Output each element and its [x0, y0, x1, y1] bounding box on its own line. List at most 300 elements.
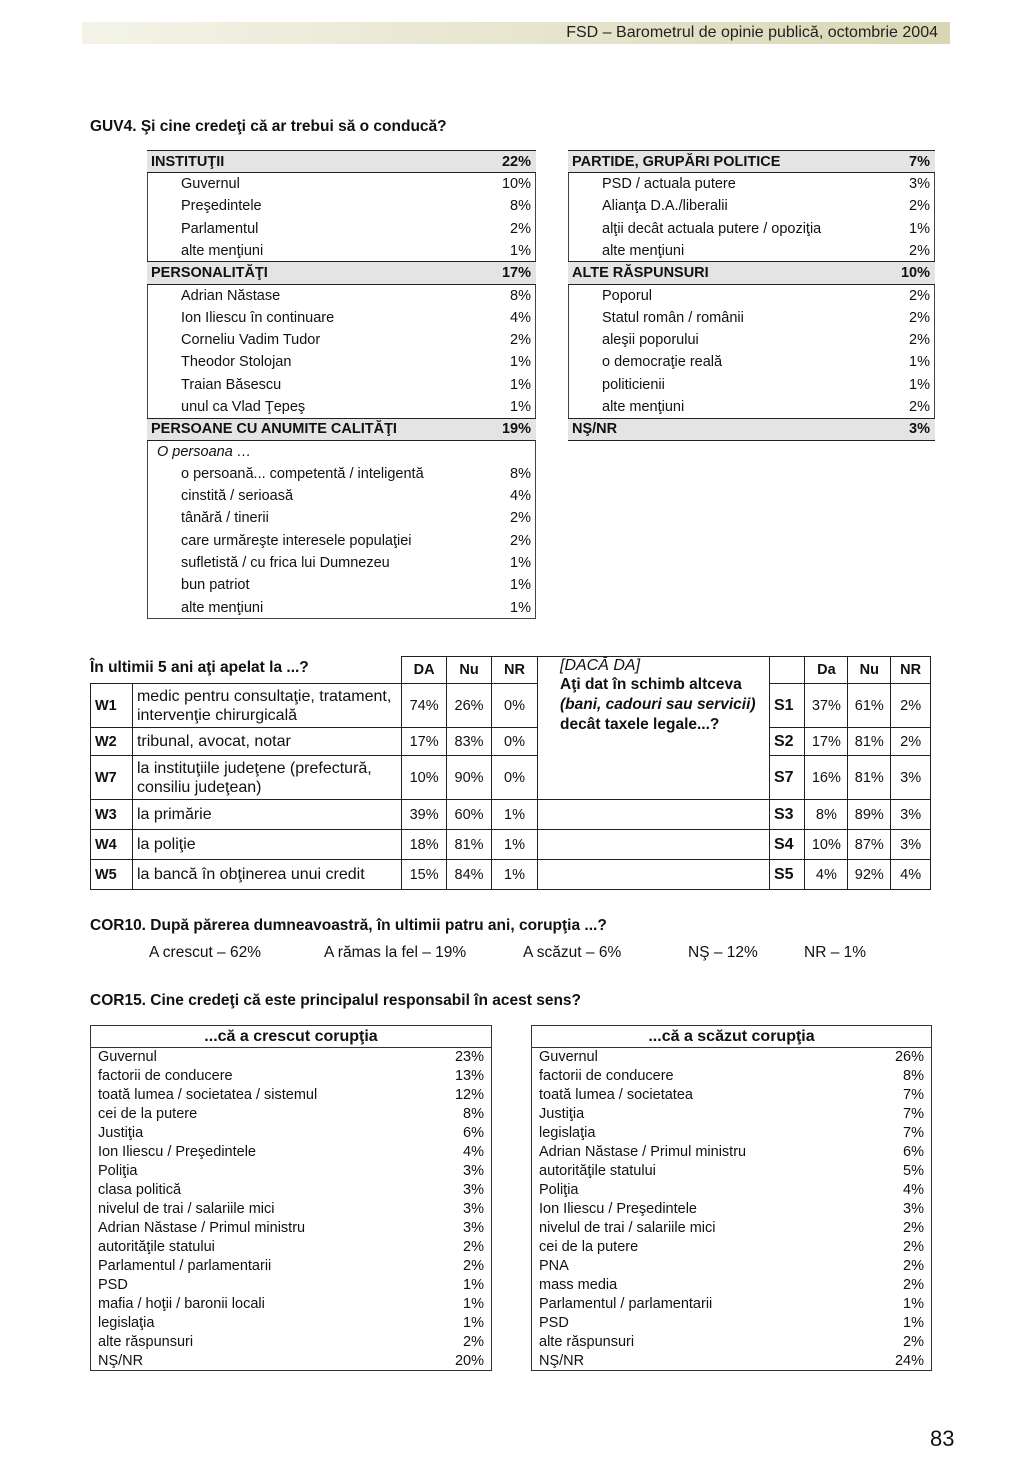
row-code: W1	[91, 684, 133, 728]
list-item	[532, 1238, 932, 1257]
item-label: NŞ/NR	[98, 1352, 144, 1369]
item-label: Justiţia	[98, 1125, 144, 1141]
item-row	[568, 284, 935, 306]
item-row	[147, 485, 536, 507]
s-question-part: decât taxele legale...?	[560, 716, 720, 733]
w-row	[91, 756, 538, 800]
row-label: politicienii	[602, 376, 665, 393]
row-label: tânără / tinerii	[181, 510, 269, 527]
row-label: O persoana …	[157, 443, 252, 460]
row-percent: 1%	[909, 354, 930, 371]
s-question-part: Aţi dat în schimb altceva	[560, 676, 742, 693]
empty-cell	[538, 830, 770, 860]
item-row	[147, 463, 536, 485]
row-label: medic pentru consultaţie, tratament, intervenţie chirurgicală	[132, 684, 401, 728]
page-number: 83	[930, 1426, 955, 1451]
item-percent: 4%	[463, 1144, 484, 1160]
value-da: 18%	[402, 830, 447, 860]
row-code: W5	[91, 860, 133, 890]
row-percent: 7%	[875, 151, 935, 173]
column-header: DA	[402, 657, 447, 684]
value-nu: 90%	[447, 756, 492, 800]
item-row	[568, 396, 935, 418]
item-label: NŞ/NR	[539, 1352, 585, 1369]
value-nu: 81%	[848, 756, 891, 800]
cor10-answer-4: NR – 1%	[804, 944, 867, 961]
value-da: 74%	[402, 684, 447, 728]
w-row	[91, 684, 538, 728]
header-title: FSD – Barometrul de opinie publică, octombrie 2004	[566, 24, 938, 41]
item-percent: 7%	[903, 1106, 924, 1122]
item-row	[147, 173, 536, 195]
row-percent: 1%	[510, 599, 531, 616]
cor15-right-title: ...că a scăzut corupţia	[532, 1026, 932, 1048]
row-percent: 1%	[510, 376, 531, 393]
s-question-text	[560, 675, 765, 735]
row-code: S7	[770, 756, 805, 800]
value-nr: 1%	[492, 860, 538, 890]
item-percent: 20%	[454, 1352, 484, 1369]
item-label: nivelul de trai / salariile mici	[98, 1201, 275, 1217]
value-nu: 84%	[447, 860, 492, 890]
item-percent: 8%	[903, 1068, 924, 1084]
value-da: 17%	[805, 728, 848, 756]
row-percent: 2%	[909, 287, 930, 304]
item-row	[147, 552, 536, 574]
item-label: autorităţile statului	[539, 1163, 656, 1179]
item-label: Parlamentul / parlamentarii	[98, 1258, 272, 1274]
list-item	[91, 1143, 492, 1162]
item-label: mass media	[539, 1277, 618, 1293]
item-label: Guvernul	[98, 1049, 157, 1066]
header-bar	[82, 22, 950, 44]
guv4-question: GUV4. Şi cine credeţi că ar trebui să o conducă?	[90, 118, 447, 135]
value-nr: 2%	[891, 684, 931, 728]
value-nu: 81%	[447, 830, 492, 860]
row-percent: 2%	[510, 532, 531, 549]
value-nr: 0%	[492, 684, 538, 728]
list-item	[532, 1276, 932, 1295]
row-code: S1	[770, 684, 805, 728]
w-table	[90, 656, 538, 890]
value-da: 15%	[402, 860, 447, 890]
row-code: W7	[91, 756, 133, 800]
row-code: S3	[770, 800, 805, 830]
row-percent: 1%	[510, 554, 531, 571]
cor15-left-title: ...că a crescut corupţia	[91, 1026, 492, 1048]
s-row	[538, 800, 931, 830]
item-label: nivelul de trai / salariile mici	[539, 1220, 716, 1236]
row-percent: 2%	[909, 332, 930, 349]
item-percent: 3%	[903, 1201, 924, 1217]
item-label: Justiţia	[539, 1106, 585, 1122]
item-label: Ion Iliescu / Preşedintele	[539, 1201, 697, 1217]
row-percent: 1%	[510, 354, 531, 371]
list-item	[532, 1067, 932, 1086]
w-row	[91, 860, 538, 890]
item-label: Adrian Năstase / Primul ministru	[539, 1144, 747, 1160]
value-nr: 0%	[492, 728, 538, 756]
item-label: factorii de conducere	[98, 1068, 233, 1084]
item-percent: 23%	[454, 1049, 484, 1066]
item-percent: 2%	[903, 1239, 924, 1255]
item-label: autorităţile statului	[98, 1239, 215, 1255]
w-question: În ultimii 5 ani aţi apelat la ...?	[90, 659, 309, 676]
list-item	[91, 1276, 492, 1295]
item-row	[568, 329, 935, 351]
item-row	[568, 173, 935, 195]
row-percent: 2%	[909, 309, 930, 326]
row-code: S4	[770, 830, 805, 860]
cor10-question: COR10. După părerea dumneavoastră, în ultimii patru ani, corupţia ...?	[90, 917, 607, 934]
s-row	[538, 860, 931, 890]
cor15-right-table	[531, 1025, 932, 1371]
cor10-answer-2: A scăzut – 6%	[523, 944, 622, 961]
item-label: toată lumea / societatea / sistemul	[98, 1087, 318, 1103]
item-row	[147, 284, 536, 306]
row-label: Guvernul	[181, 176, 240, 193]
w-row	[91, 728, 538, 756]
row-percent: 1%	[909, 376, 930, 393]
guv4-left-table	[147, 150, 536, 619]
row-label: care urmăreşte interesele populaţiei	[181, 532, 412, 549]
item-row	[147, 396, 536, 418]
item-row	[147, 373, 536, 395]
s-question	[538, 657, 770, 800]
item-label: mafia / hoţii / baronii locali	[98, 1296, 265, 1312]
category-row	[568, 418, 935, 440]
cor15-question: COR15. Cine credeţi că este principalul responsabil în acest sens?	[90, 992, 582, 1009]
w-row	[91, 800, 538, 830]
row-percent: 17%	[476, 262, 536, 284]
column-header: NR	[891, 657, 931, 684]
row-percent: 8%	[510, 287, 531, 304]
list-item	[532, 1181, 932, 1200]
item-row	[147, 329, 536, 351]
row-label: PARTIDE, GRUPĂRI POLITICE	[568, 151, 875, 173]
list-item	[91, 1086, 492, 1105]
value-nu: 26%	[447, 684, 492, 728]
item-label: toată lumea / societatea	[539, 1087, 693, 1103]
row-label: la poliţie	[132, 830, 401, 860]
row-label: Ion Iliescu în continuare	[181, 309, 335, 326]
row-label: alte menţiuni	[181, 242, 264, 259]
row-label: alte menţiuni	[602, 398, 685, 415]
list-item	[532, 1314, 932, 1333]
row-percent: 1%	[510, 577, 531, 594]
row-label: ALTE RĂSPUNSURI	[568, 262, 875, 284]
value-nu: 92%	[848, 860, 891, 890]
list-item	[532, 1124, 932, 1143]
item-label: PNA	[539, 1258, 569, 1274]
cor10-answer-0: A crescut – 62%	[149, 944, 262, 961]
empty-cell	[538, 800, 770, 830]
value-nr: 0%	[492, 756, 538, 800]
row-code: W2	[91, 728, 133, 756]
item-row	[568, 307, 935, 329]
row-label: Corneliu Vadim Tudor	[181, 332, 321, 349]
list-item	[532, 1257, 932, 1276]
list-item	[532, 1105, 932, 1124]
row-label: aleşii poporului	[602, 332, 699, 349]
item-label: Ion Iliescu / Preşedintele	[98, 1144, 256, 1160]
s-question-part: (bani, cadouri sau servicii)	[560, 696, 756, 713]
value-da: 10%	[402, 756, 447, 800]
row-percent: 2%	[510, 510, 531, 527]
item-percent: 5%	[903, 1163, 924, 1179]
item-percent: 1%	[903, 1296, 924, 1312]
w-row	[91, 830, 538, 860]
row-label: Traian Băsescu	[181, 376, 282, 393]
value-da: 8%	[805, 800, 848, 830]
row-label: Statul român / românii	[602, 309, 744, 326]
column-header: Nu	[447, 657, 492, 684]
item-percent: 2%	[903, 1258, 924, 1274]
value-da: 10%	[805, 830, 848, 860]
item-label: Poliţia	[98, 1163, 138, 1179]
row-code: W4	[91, 830, 133, 860]
row-label: PERSOANE CU ANUMITE CALITĂŢI	[147, 418, 476, 440]
list-item	[91, 1352, 492, 1371]
category-row	[568, 262, 935, 284]
list-item	[91, 1257, 492, 1276]
value-da: 4%	[805, 860, 848, 890]
row-percent: 10%	[501, 176, 531, 193]
value-nu: 81%	[848, 728, 891, 756]
item-row	[147, 440, 536, 462]
row-label: cinstită / serioasă	[181, 488, 294, 505]
cor15-left-table	[90, 1025, 492, 1371]
item-label: legislaţia	[539, 1125, 596, 1141]
s-condition: [DACĂ DA]	[560, 657, 641, 674]
item-percent: 3%	[463, 1163, 484, 1179]
item-label: PSD	[98, 1277, 128, 1293]
row-label: o persoană... competentă / inteligentă	[181, 465, 424, 482]
item-label: alte răspunsuri	[539, 1334, 635, 1350]
item-percent: 2%	[903, 1277, 924, 1293]
value-nu: 89%	[848, 800, 891, 830]
row-percent: 2%	[909, 198, 930, 215]
item-percent: 7%	[903, 1125, 924, 1141]
item-percent: 2%	[903, 1220, 924, 1236]
item-label: alte răspunsuri	[98, 1334, 194, 1350]
item-percent: 2%	[463, 1239, 484, 1255]
list-item	[91, 1124, 492, 1143]
value-nr: 3%	[891, 756, 931, 800]
list-item	[91, 1181, 492, 1200]
row-label: sufletistă / cu frica lui Dumnezeu	[181, 554, 390, 571]
item-percent: 1%	[463, 1296, 484, 1312]
list-item	[532, 1162, 932, 1181]
value-da: 17%	[402, 728, 447, 756]
list-item	[91, 1314, 492, 1333]
header-blank	[770, 657, 805, 684]
item-percent: 2%	[463, 1334, 484, 1350]
item-percent: 1%	[463, 1277, 484, 1293]
row-percent: 4%	[510, 488, 531, 505]
value-nu: 83%	[447, 728, 492, 756]
row-label: PSD / actuala putere	[602, 176, 736, 193]
category-row	[147, 151, 536, 173]
item-percent: 4%	[903, 1182, 924, 1198]
item-percent: 3%	[463, 1201, 484, 1217]
row-percent: 2%	[510, 332, 531, 349]
item-percent: 6%	[903, 1144, 924, 1160]
list-item	[532, 1086, 932, 1105]
row-code: S5	[770, 860, 805, 890]
value-da: 39%	[402, 800, 447, 830]
row-label: Adrian Năstase	[181, 287, 281, 304]
item-label: cei de la putere	[98, 1106, 198, 1122]
list-item	[532, 1200, 932, 1219]
item-percent: 7%	[903, 1087, 924, 1103]
item-label: legislaţia	[98, 1315, 155, 1331]
item-row	[147, 217, 536, 239]
column-header: Da	[805, 657, 848, 684]
list-item	[91, 1295, 492, 1314]
row-label: Poporul	[602, 287, 652, 304]
category-row	[147, 262, 536, 284]
value-nr: 1%	[492, 800, 538, 830]
item-percent: 13%	[454, 1068, 484, 1084]
item-label: factorii de conducere	[539, 1068, 674, 1084]
row-label: Alianţa D.A./liberalii	[602, 198, 728, 215]
value-nr: 4%	[891, 860, 931, 890]
list-item	[91, 1238, 492, 1257]
list-item	[532, 1048, 932, 1067]
row-percent: 2%	[510, 220, 531, 237]
item-percent: 12%	[454, 1087, 484, 1103]
empty-cell	[538, 860, 770, 890]
row-percent: 4%	[510, 309, 531, 326]
item-row	[147, 351, 536, 373]
row-label: alte menţiuni	[602, 242, 685, 259]
item-row	[147, 507, 536, 529]
item-row	[147, 307, 536, 329]
item-row	[147, 574, 536, 596]
row-label: Theodor Stolojan	[181, 354, 292, 371]
cor10-answer-1: A rămas la fel – 19%	[324, 944, 467, 961]
item-label: cei de la putere	[539, 1239, 639, 1255]
row-percent: 8%	[510, 198, 531, 215]
column-header: NR	[492, 657, 538, 684]
row-label: alte menţiuni	[181, 599, 264, 616]
value-nu: 60%	[447, 800, 492, 830]
list-item	[91, 1162, 492, 1181]
value-da: 16%	[805, 756, 848, 800]
item-label: Poliţia	[539, 1182, 579, 1198]
row-percent: 1%	[510, 398, 531, 415]
row-percent: 3%	[909, 176, 930, 193]
row-label: la instituţiile judeţene (prefectură, consiliu judeţean)	[132, 756, 401, 800]
item-row	[568, 195, 935, 217]
item-percent: 2%	[903, 1334, 924, 1350]
row-label: tribunal, avocat, notar	[132, 728, 401, 756]
list-item	[91, 1200, 492, 1219]
item-label: clasa politică	[98, 1182, 182, 1198]
item-row	[568, 351, 935, 373]
item-percent: 8%	[463, 1106, 484, 1122]
row-label: PERSONALITĂŢI	[147, 262, 476, 284]
row-label: Preşedintele	[181, 198, 262, 215]
row-code: S2	[770, 728, 805, 756]
item-row	[568, 240, 935, 262]
s-row	[538, 830, 931, 860]
row-percent: 1%	[909, 220, 930, 237]
list-item	[532, 1143, 932, 1162]
item-percent: 3%	[463, 1220, 484, 1236]
item-percent: 6%	[463, 1125, 484, 1141]
item-row	[147, 596, 536, 618]
row-percent: 8%	[510, 465, 531, 482]
list-item	[91, 1105, 492, 1124]
item-row	[147, 240, 536, 262]
row-label: INSTITUŢII	[147, 151, 476, 173]
row-percent: 19%	[476, 418, 536, 440]
item-label: Parlamentul / parlamentarii	[539, 1296, 713, 1312]
row-percent: 22%	[476, 151, 536, 173]
item-row	[147, 530, 536, 552]
row-percent: 10%	[875, 262, 935, 284]
item-row	[568, 217, 935, 239]
list-item	[91, 1333, 492, 1352]
item-label: PSD	[539, 1315, 569, 1331]
list-item	[91, 1048, 492, 1067]
row-label: Parlamentul	[181, 220, 259, 237]
item-label: Guvernul	[539, 1049, 598, 1066]
list-item	[91, 1219, 492, 1238]
item-percent: 26%	[894, 1049, 924, 1066]
row-percent: 1%	[510, 242, 531, 259]
item-row	[568, 373, 935, 395]
category-row	[147, 418, 536, 440]
list-item	[532, 1352, 932, 1371]
value-da: 37%	[805, 684, 848, 728]
value-nu: 61%	[848, 684, 891, 728]
list-item	[91, 1067, 492, 1086]
item-label: Adrian Năstase / Primul ministru	[98, 1220, 306, 1236]
row-percent: 2%	[909, 242, 930, 259]
list-item	[532, 1295, 932, 1314]
value-nr: 3%	[891, 830, 931, 860]
cor10-answer-3: NŞ – 12%	[688, 944, 758, 961]
item-percent: 1%	[903, 1315, 924, 1331]
header-blank	[91, 657, 402, 684]
value-nu: 87%	[848, 830, 891, 860]
s-table	[537, 656, 931, 890]
list-item	[532, 1333, 932, 1352]
item-percent: 2%	[463, 1258, 484, 1274]
row-percent	[476, 440, 536, 462]
row-label: o democraţie reală	[602, 354, 723, 371]
row-label: unul ca Vlad Ţepeş	[181, 398, 306, 415]
row-label: la bancă în obţinerea unui credit	[132, 860, 401, 890]
item-row	[147, 195, 536, 217]
row-percent: 3%	[875, 418, 935, 440]
item-percent: 24%	[894, 1352, 924, 1369]
value-nr: 1%	[492, 830, 538, 860]
column-header: Nu	[848, 657, 891, 684]
row-code: W3	[91, 800, 133, 830]
row-percent: 2%	[909, 398, 930, 415]
row-label: NŞ/NR	[568, 418, 875, 440]
category-row	[568, 151, 935, 173]
value-nr: 2%	[891, 728, 931, 756]
row-label: la primărie	[132, 800, 401, 830]
item-percent: 1%	[463, 1315, 484, 1331]
item-percent: 3%	[463, 1182, 484, 1198]
value-nr: 3%	[891, 800, 931, 830]
